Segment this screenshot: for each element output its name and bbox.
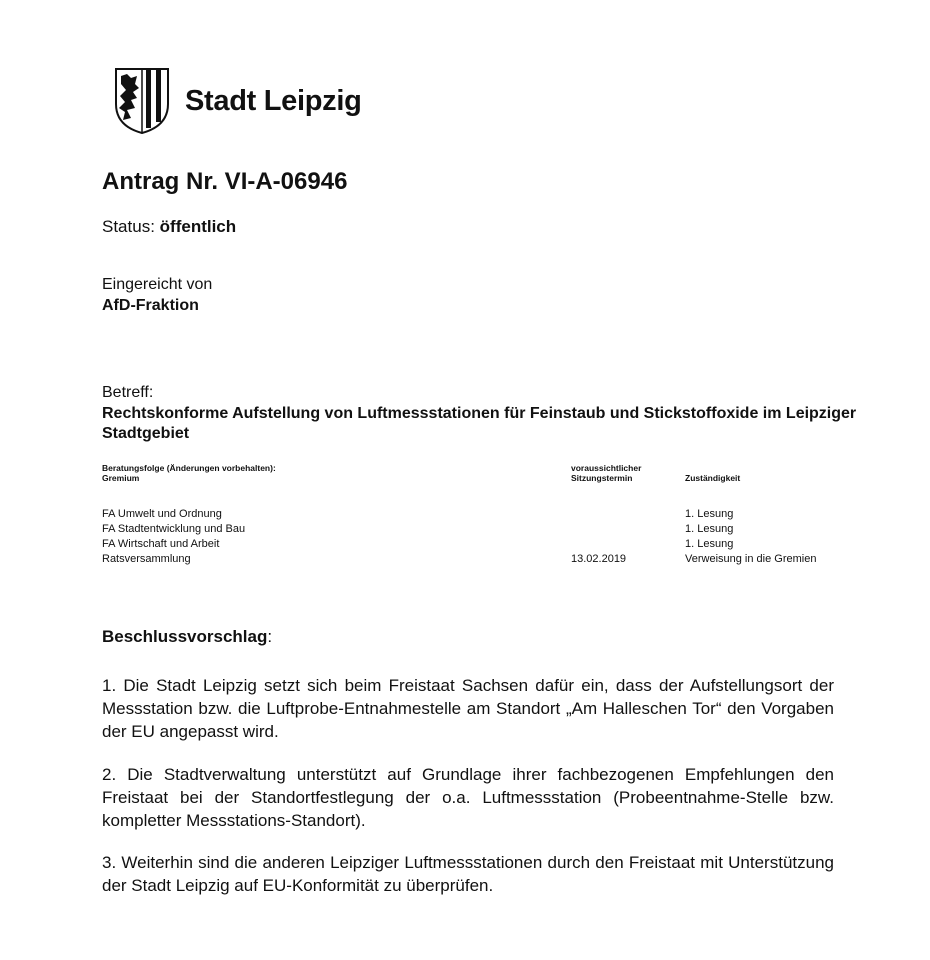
leipzig-coat-of-arms-icon — [113, 66, 171, 136]
column-zustaendigkeit: Zuständigkeit — [685, 473, 741, 483]
subject-text: Rechtskonforme Aufstellung von Luftmessstationen für Feinstaub und Stickstoffoxide im Leipziger Stadtgebiet — [102, 405, 857, 442]
column-termin-line2: Sitzungstermin — [571, 473, 633, 483]
status-value: öffentlich — [159, 217, 237, 236]
table-row-gremium: FA Wirtschaft und Arbeit — [102, 538, 220, 550]
proposal-heading-text: Beschlussvorschlag — [102, 627, 268, 646]
gremium-column — [102, 507, 245, 567]
document-title: Antrag Nr. VI-A-06946 — [102, 168, 348, 195]
table-row-gremium: Ratsversammlung — [102, 553, 191, 565]
table-row-termin: 13.02.2019 — [571, 553, 627, 565]
table-row-zustaendigkeit: 1. Lesung — [685, 538, 734, 550]
consultation-title: Beratungsfolge (Änderungen vorbehalten): — [102, 463, 276, 473]
table-row-gremium: FA Stadtentwicklung und Bau — [102, 523, 246, 535]
status-label: Status: — [102, 217, 155, 236]
proposal-heading — [102, 627, 272, 647]
submitted-by-label: Eingereicht von — [102, 276, 213, 293]
column-termin-line1: voraussichtlicher — [571, 463, 642, 473]
table-row-termin — [571, 507, 626, 522]
column-gremium: Gremium — [102, 473, 140, 483]
column-termin — [571, 463, 641, 483]
table-row-zustaendigkeit: Verweisung in die Gremien — [685, 553, 817, 565]
table-row-termin — [571, 537, 626, 552]
table-row-termin — [571, 522, 626, 537]
table-row-zustaendigkeit: 1. Lesung — [685, 523, 734, 535]
proposal-paragraph-1: 1. Die Stadt Leipzig setzt sich beim Freistaat Sachsen dafür ein, dass der Aufstellungsort der Messstation bzw. die Luftprobe-Entnahmestelle am Standort „Am Halleschen Tor“ den Vorgaben der EU angepasst wird. — [102, 676, 834, 741]
city-name: Stadt Leipzig — [185, 84, 362, 117]
city-logo — [113, 66, 362, 136]
proposal-paragraph-3: 3. Weiterhin sind die anderen Leipziger Luftmessstationen durch den Freistaat mit Unterstützung der Stadt Leipzig auf EU-Konformität zu überprüfen. — [102, 853, 834, 895]
subject-label: Betreff: — [102, 384, 154, 401]
table-row-gremium: FA Umwelt und Ordnung — [102, 508, 222, 520]
zustaendigkeit-column — [685, 507, 816, 567]
termin-column — [571, 507, 626, 567]
proposal-heading-colon: : — [267, 627, 273, 646]
table-row-zustaendigkeit: 1. Lesung — [685, 508, 734, 520]
status-line — [102, 217, 236, 237]
submitted-by: AfD-Fraktion — [102, 297, 199, 314]
consultation-header — [102, 463, 276, 483]
proposal-paragraph-2: 2. Die Stadtverwaltung unterstützt auf Grundlage ihrer fachbezogenen Empfehlungen den Freistaat bei der Standortfestlegung der o.a. Luftmessstation (Probeentnahme-Stelle bzw. kompletter Messstations-Standort). — [102, 765, 834, 830]
